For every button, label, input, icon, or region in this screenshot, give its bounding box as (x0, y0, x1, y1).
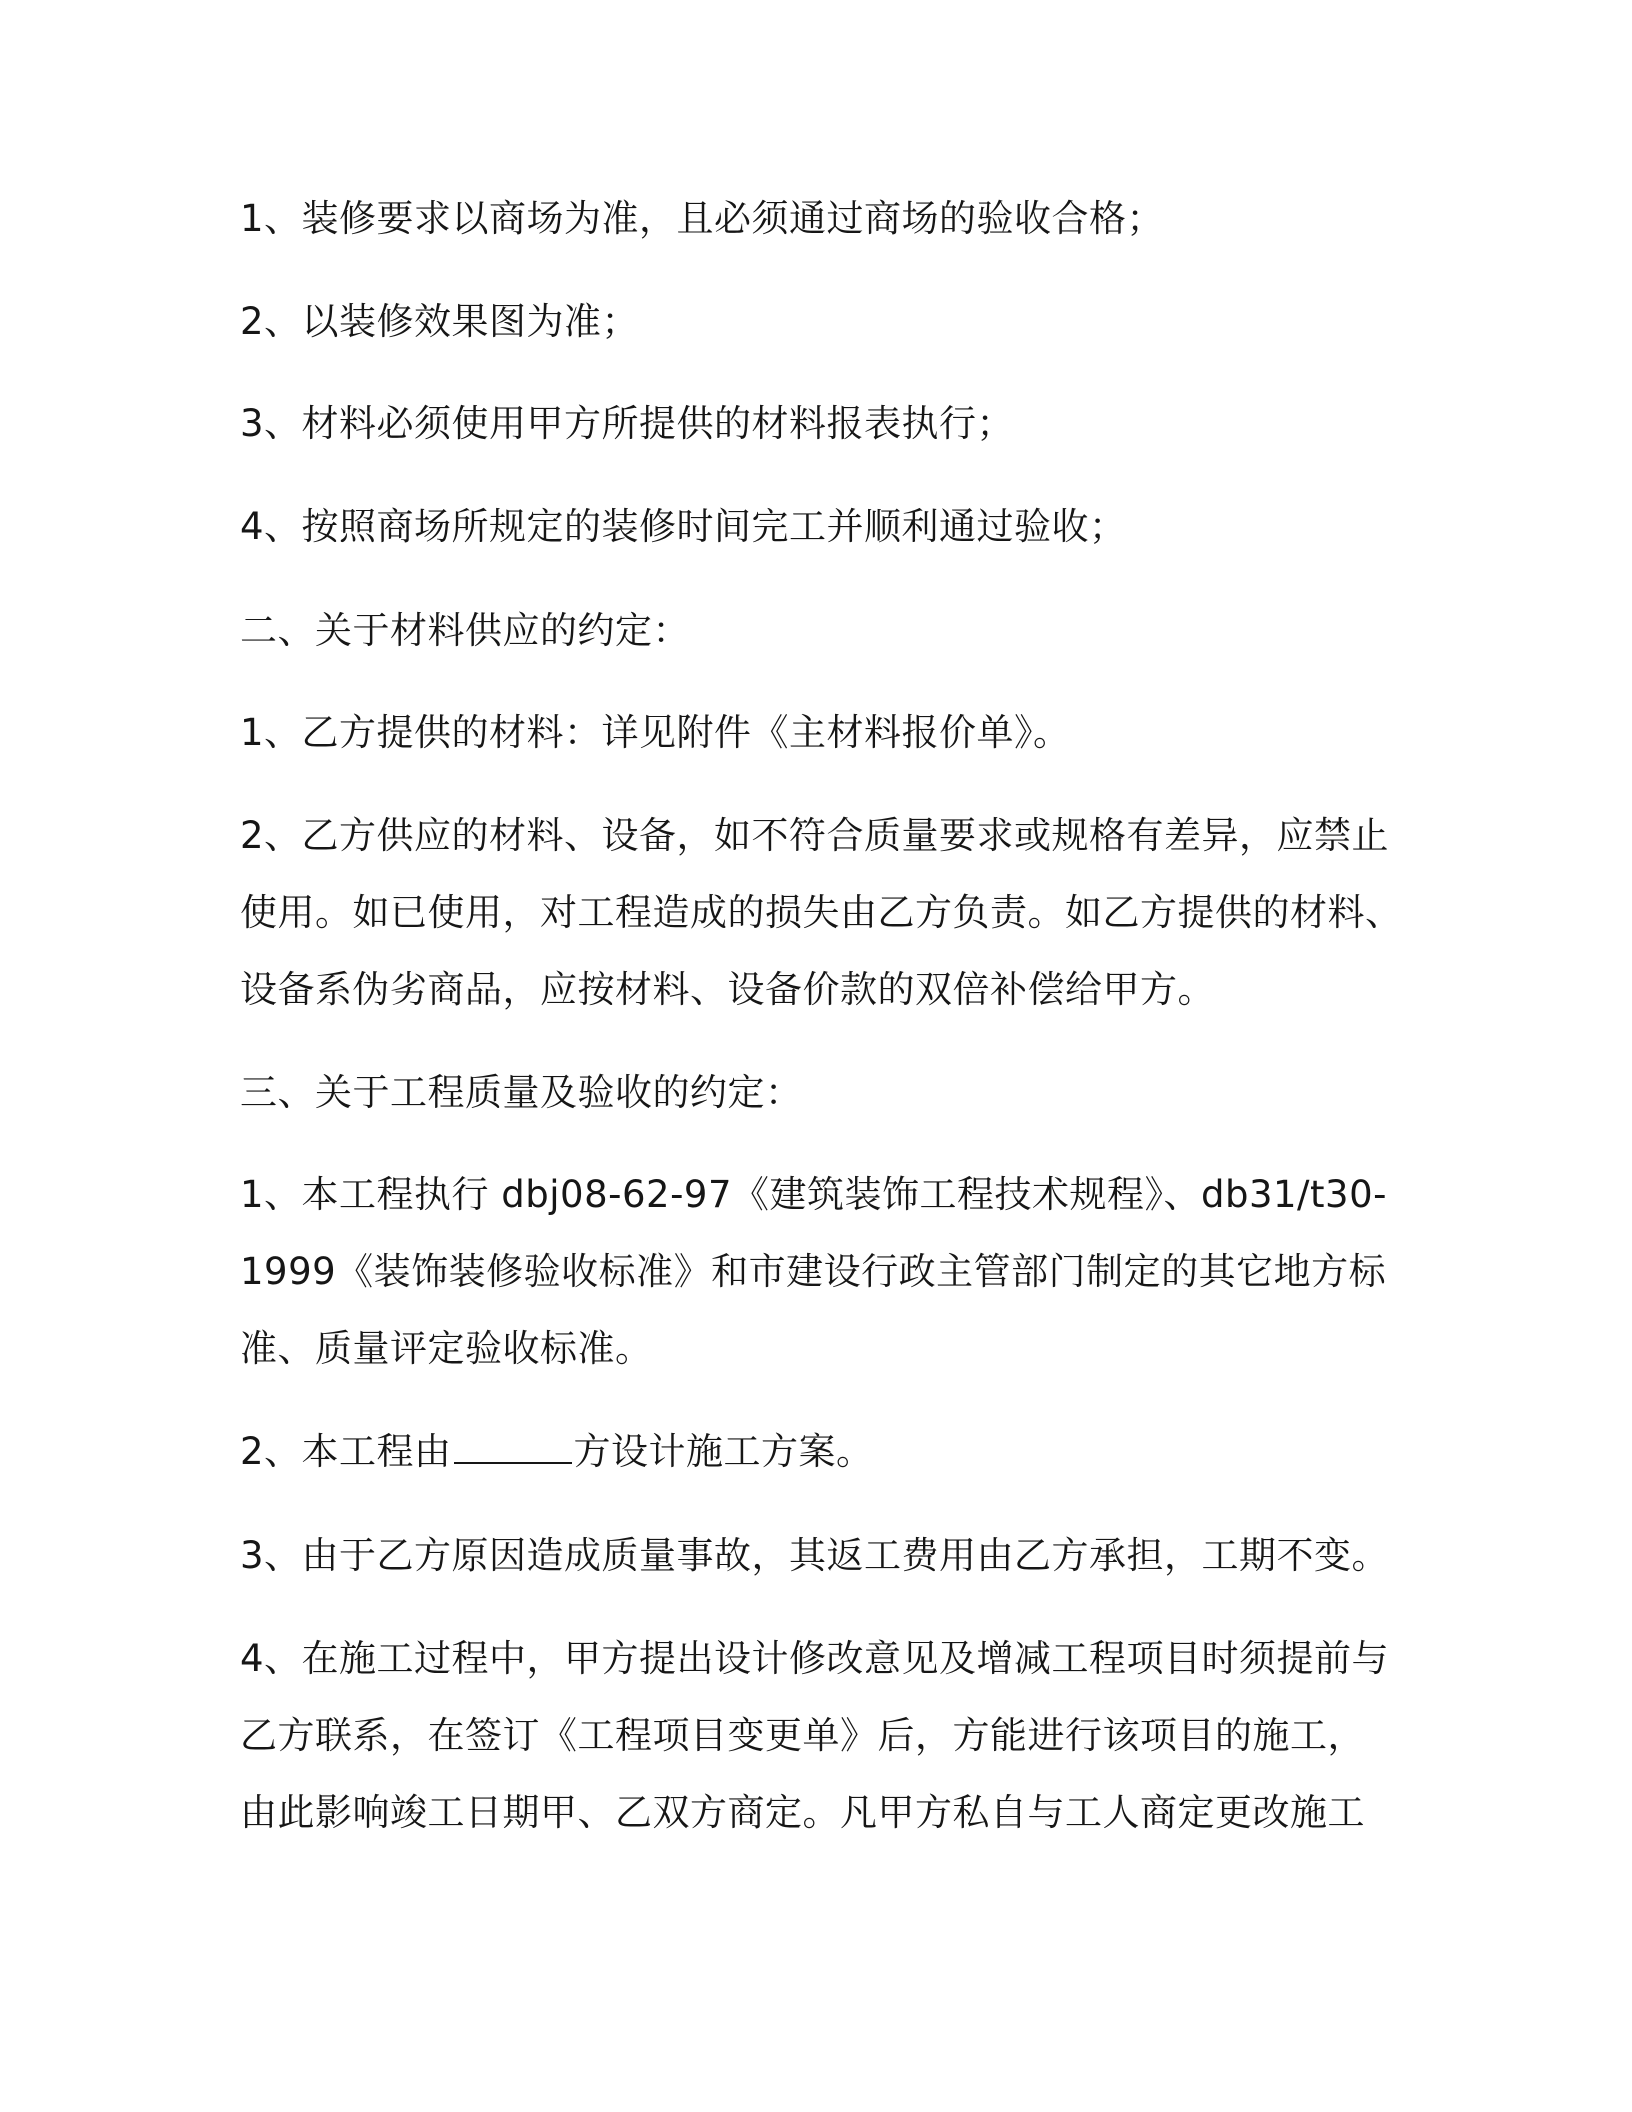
text-line: 3、由于乙方原因造成质量事故，其返工费用由乙方承担，工期不变。 (240, 1534, 1390, 1577)
text-line (240, 1413, 1390, 1490)
paragraph-quality-1 (240, 1156, 1390, 1387)
text-line: 4、按照商场所规定的装修时间完工并顺利通过验收； (240, 505, 1127, 548)
text-line: 乙方联系，在签订《工程项目变更单》后，方能进行该项目的施工， (240, 1714, 1365, 1757)
text-line: 1、乙方提供的材料：详见附件《主材料报价单》。 (240, 711, 1071, 754)
text-line: 准、质量评定验收标准。 (240, 1327, 653, 1370)
text-after-blank: 方设计施工方案。 (573, 1430, 874, 1473)
text-line: 三、关于工程质量及验收的约定： (240, 1071, 803, 1114)
text-line: 1、装修要求以商场为准，且必须通过商场的验收合格； (240, 197, 1165, 240)
text-line: 使用。如已使用，对工程造成的损失由乙方负责。如乙方提供的材料、 (240, 891, 1403, 934)
text-before-blank: 2、本工程由 (240, 1430, 452, 1473)
text-line: 二、关于材料供应的约定： (240, 609, 690, 652)
text-line: 2、以装修效果图为准； (240, 300, 640, 343)
text-line: 3、材料必须使用甲方所提供的材料报表执行； (240, 402, 1015, 445)
paragraph-material-1 (240, 694, 1390, 771)
text-line: 由此影响竣工日期甲、乙双方商定。凡甲方私自与工人商定更改施工 (240, 1791, 1365, 1834)
text-line: 2、乙方供应的材料、设备，如不符合质量要求或规格有差异，应禁止 (240, 814, 1390, 857)
paragraph-requirement-2 (240, 283, 1390, 360)
paragraph-quality-4 (240, 1620, 1390, 1851)
paragraph-requirement-3 (240, 385, 1390, 462)
fill-in-blank (454, 1432, 572, 1464)
paragraph-material-2 (240, 797, 1403, 1028)
paragraph-requirement-4 (240, 488, 1390, 565)
text-line: 1、本工程执行 dbj08-62-97《建筑装饰工程技术规程》、db31/t30- (240, 1173, 1387, 1216)
text-line: 设备系伪劣商品，应按材料、设备价款的双倍补偿给甲方。 (240, 968, 1215, 1011)
text-line: 4、在施工过程中，甲方提出设计修改意见及增减工程项目时须提前与 (240, 1637, 1390, 1680)
section-heading-material-supply (240, 592, 1390, 669)
section-heading-quality-acceptance (240, 1054, 1390, 1131)
text-line: 1999《装饰装修验收标准》和市建设行政主管部门制定的其它地方标 (240, 1250, 1387, 1293)
paragraph-quality-3 (240, 1517, 1390, 1594)
paragraph-quality-2 (240, 1413, 1390, 1490)
paragraph-requirement-1 (240, 180, 1390, 257)
